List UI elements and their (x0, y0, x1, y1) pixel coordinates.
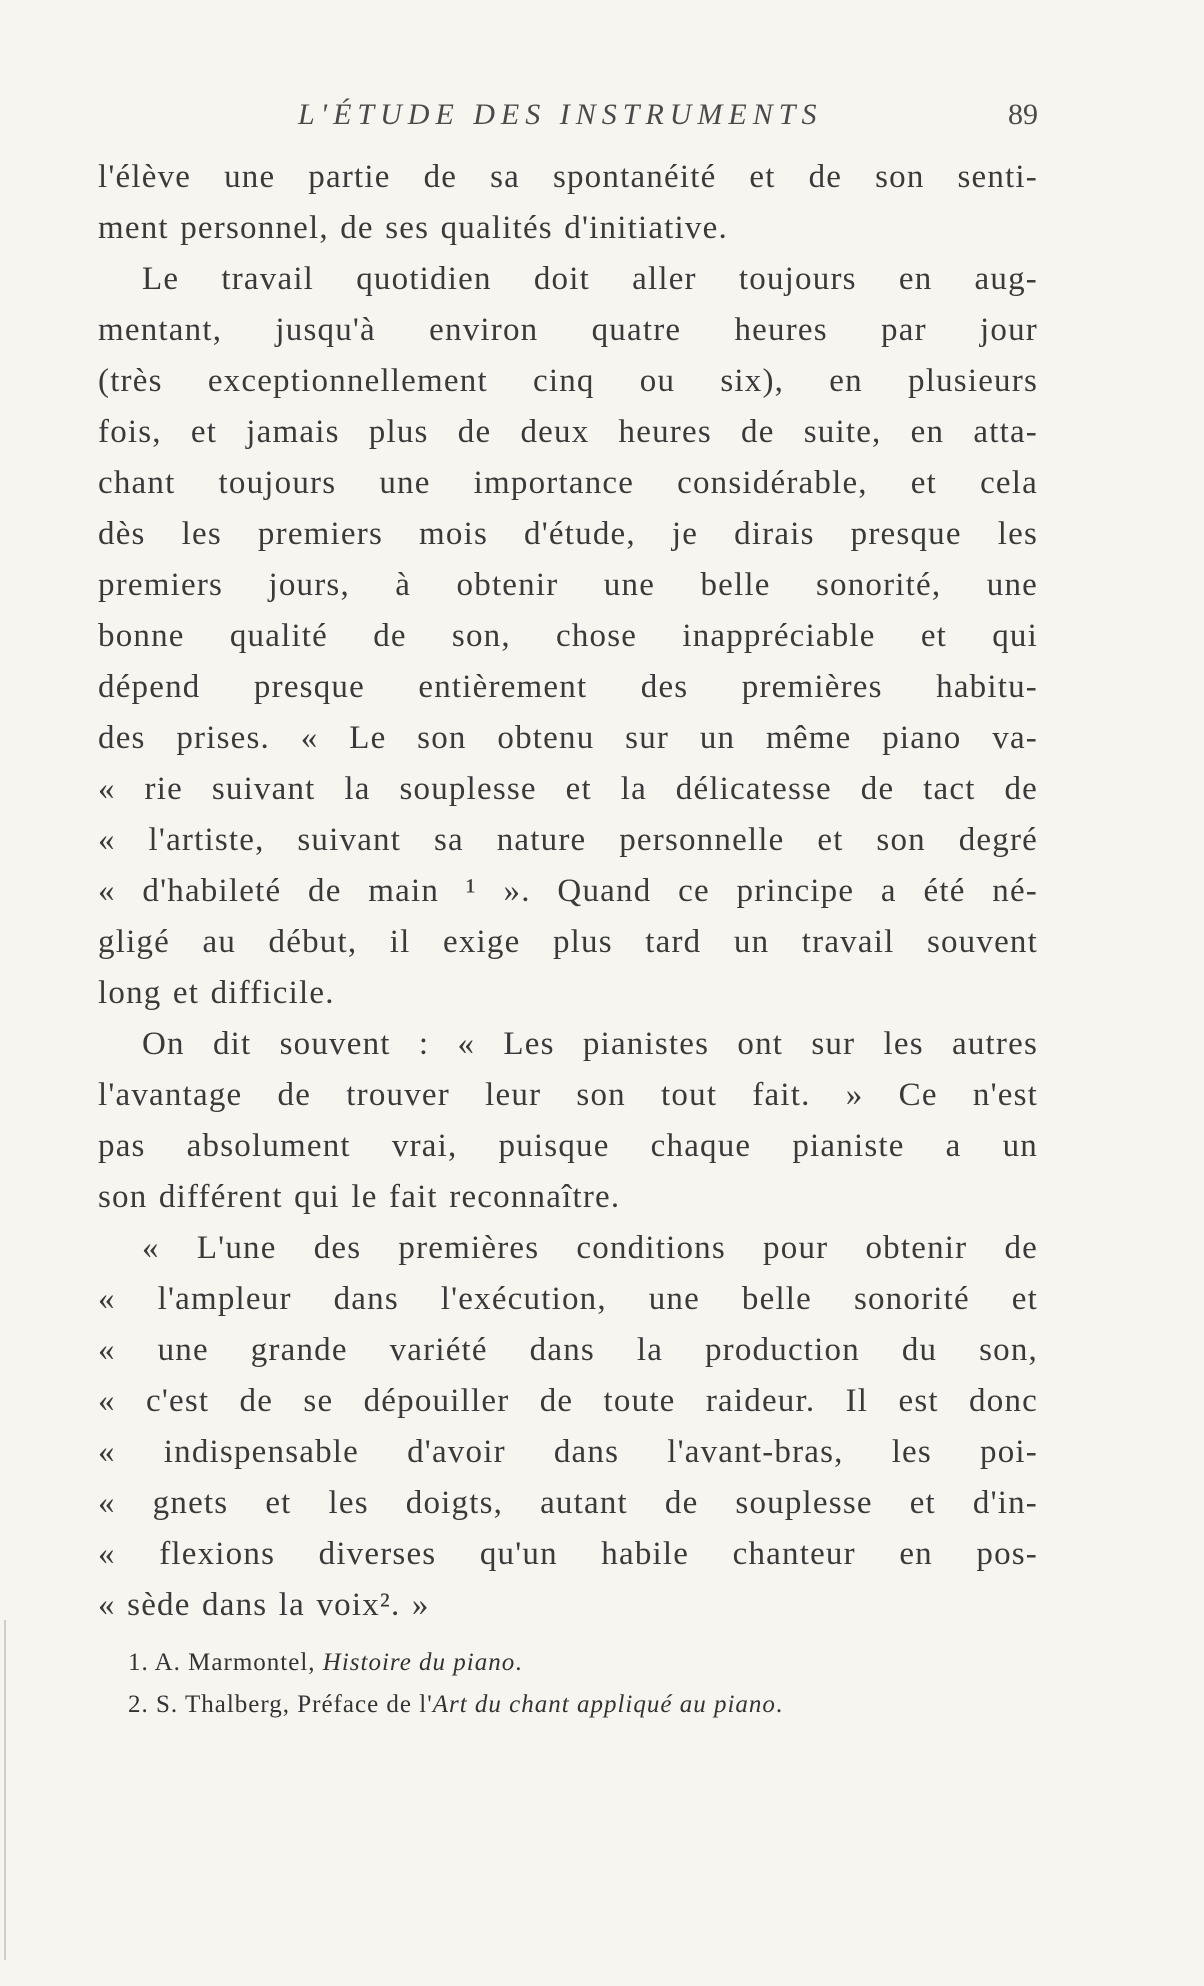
footnote-title: Histoire du piano (322, 1649, 516, 1676)
footnote-end: . (515, 1649, 523, 1676)
text-line: dépend presque entièrement des premières habitu- (98, 669, 1038, 705)
text-line: fois, et jamais plus de deux heures de suite, en atta- (98, 414, 1038, 450)
text-line: pas absolument vrai, puisque chaque pianiste a un (98, 1128, 1038, 1164)
text-line: « rie suivant la souplesse et la délicatesse de tact de (98, 771, 1038, 807)
footnote (128, 1684, 1008, 1726)
text-line: dès les premiers mois d'étude, je dirais presque les (98, 516, 1038, 552)
footnotes (128, 1642, 1008, 1726)
running-title: L'ÉTUDE DES INSTRUMENTS (298, 98, 823, 131)
text-line: « c'est de se dépouiller de toute raideur. Il est donc (98, 1383, 1038, 1419)
paragraph (98, 254, 1038, 1019)
page-number: 89 (1008, 98, 1038, 131)
text-line: son différent qui le fait reconnaître. (98, 1179, 621, 1215)
text-line: « gnets et les doigts, autant de souplesse et d'in- (98, 1485, 1038, 1521)
running-head (98, 98, 1038, 138)
text-line: bonne qualité de son, chose inappréciable et qui (98, 618, 1038, 654)
text-line: « une grande variété dans la production du son, (98, 1332, 1038, 1368)
text-line: Le travail quotidien doit aller toujours en aug- (142, 261, 1038, 297)
body-text (98, 152, 1038, 1631)
text-line: chant toujours une importance considérable, et cela (98, 465, 1038, 501)
text-line: « l'artiste, suivant sa nature personnelle et son degré (98, 822, 1038, 858)
text-line: l'élève une partie de sa spontanéité et de son senti- (98, 159, 1038, 195)
text-line: des prises. « Le son obtenu sur un même piano va- (98, 720, 1038, 756)
text-line: (très exceptionnellement cinq ou six), en plusieurs (98, 363, 1038, 399)
footnote-number: 2. (128, 1691, 149, 1718)
text-line: long et difficile. (98, 975, 335, 1011)
paragraph (98, 1223, 1038, 1631)
paragraph (98, 152, 1038, 254)
footnote-number: 1. (128, 1649, 149, 1676)
footnote-author: S. Thalberg, Préface de l' (156, 1691, 433, 1718)
text-line: ment personnel, de ses qualités d'initiative. (98, 210, 728, 246)
footnote (128, 1642, 1008, 1684)
text-line: « sède dans la voix². » (98, 1587, 430, 1623)
text-line: « l'ampleur dans l'exécution, une belle sonorité et (98, 1281, 1038, 1317)
text-line: premiers jours, à obtenir une belle sonorité, une (98, 567, 1038, 603)
text-line: « d'habileté de main ¹ ». Quand ce principe a été né- (98, 873, 1038, 909)
footnote-end: . (775, 1691, 784, 1718)
text-line: l'avantage de trouver leur son tout fait. » Ce n'est (98, 1077, 1038, 1113)
text-line: gligé au début, il exige plus tard un travail souvent (98, 924, 1038, 960)
text-line: On dit souvent : « Les pianistes ont sur les autres (142, 1026, 1038, 1062)
page-edge-shadow (4, 1620, 6, 1960)
paragraph (98, 1019, 1038, 1223)
text-line: « indispensable d'avoir dans l'avant-bras, les poi- (98, 1434, 1038, 1470)
footnote-title: Art du chant appliqué au piano (432, 1691, 776, 1718)
text-line: mentant, jusqu'à environ quatre heures par jour (98, 312, 1038, 348)
text-line: « L'une des premières conditions pour obtenir de (142, 1230, 1038, 1266)
text-line: « flexions diverses qu'un habile chanteur en pos- (98, 1536, 1038, 1572)
footnote-author: A. Marmontel, (154, 1649, 316, 1676)
